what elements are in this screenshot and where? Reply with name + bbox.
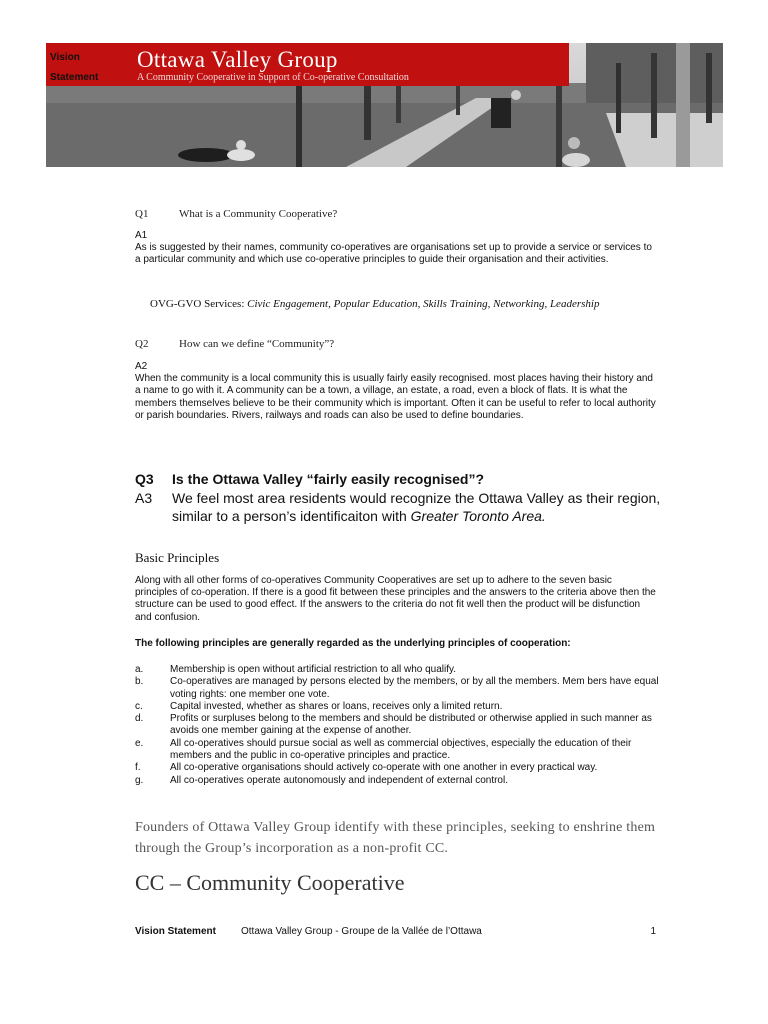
q1-answer: A1 As is suggested by their names, community co-operatives are organisations set up to provide a service or services to a particular community and which use co-operative principles to guide their organisation and their activities. <box>135 230 652 266</box>
q1-question: Q1 What is a Community Cooperative? <box>135 208 338 220</box>
q3-question: Q3 Is the Ottawa Valley “fairly easily recognised”? <box>135 471 485 487</box>
list-item: d. Profits or surpluses belong to the members and should be distributed or otherwise applied in such manner as avoids one member gaining at the expense of another. <box>135 713 652 737</box>
founders-statement: Founders of Ottawa Valley Group identify with these principles, seeking to enshrine them through the Group’s incorporation as a non-profit CC. <box>135 820 656 856</box>
principles-list <box>135 664 660 787</box>
vision-statement-tag: Vision Statement <box>50 52 99 83</box>
list-item: b. Co-operatives are managed by persons elected by the members, or by all the members. Mem bers have equal voting rights: one member one vote. <box>135 676 659 700</box>
principles-lead: The following principles are generally regarded as the underlying principles of cooperation: <box>135 638 571 649</box>
page-number: 1 <box>650 926 656 937</box>
list-item: f. All co-operative organisations should actively co-operate with one another in every practical way. <box>135 762 598 774</box>
list-item: g. All co-operatives operate autonomously and independent of external control. <box>135 774 508 786</box>
list-item: c. Capital invested, whether as shares or loans, receives only a limited return. <box>135 700 503 712</box>
footer-org: Ottawa Valley Group - Groupe de la Vallée de l’Ottawa <box>241 926 482 937</box>
principles-intro: Along with all other forms of co-operatives Community Cooperatives are set up to adhere to the seven basic principles of co-operation. If there is a good fit between these principles and the answers to the criteria above then the structure can be used to good effect. If the answers to the criteria do not fit well then the product will be disfunction and confusion. <box>135 575 656 623</box>
q2-question: Q2 How can we define “Community”? <box>135 338 335 350</box>
org-title: Ottawa Valley Group <box>137 47 338 72</box>
cc-heading: CC – Community Cooperative <box>135 870 405 895</box>
basic-principles-heading: Basic Principles <box>135 550 220 565</box>
services-line: OVG-GVO Services: Civic Engagement, Popular Education, Skills Training, Networking, Leadership <box>150 298 600 310</box>
footer-label: Vision Statement <box>135 926 216 937</box>
q2-answer: A2 When the community is a local community this is usually fairly easily recognised. most places having their history and a name to go with it. A community can be a town, a village, an estate, a road, even a block of flats. It is what the members themselves believe to be their community which is important. Often it can be useful to refer to local authority or parish boundaries. Rivers, railways and roads can also be used to define boundaries. <box>135 361 656 421</box>
org-subtitle: A Community Cooperative in Support of Co-operative Consultation <box>137 72 409 83</box>
title-bar <box>46 43 569 86</box>
page-footer <box>135 926 656 937</box>
q3-answer: A3 We feel most area residents would recognize the Ottawa Valley as their region, similar to a person’s identificaiton with Greater Toronto Area. <box>135 490 661 524</box>
list-item: a. Membership is open without artificial restriction to all who qualify. <box>135 664 457 675</box>
list-item: e. All co-operatives should pursue social as well as commercial objectives, especially the education of their members and the public in co-operative principles and practice. <box>135 737 632 762</box>
header-banner <box>46 43 723 167</box>
